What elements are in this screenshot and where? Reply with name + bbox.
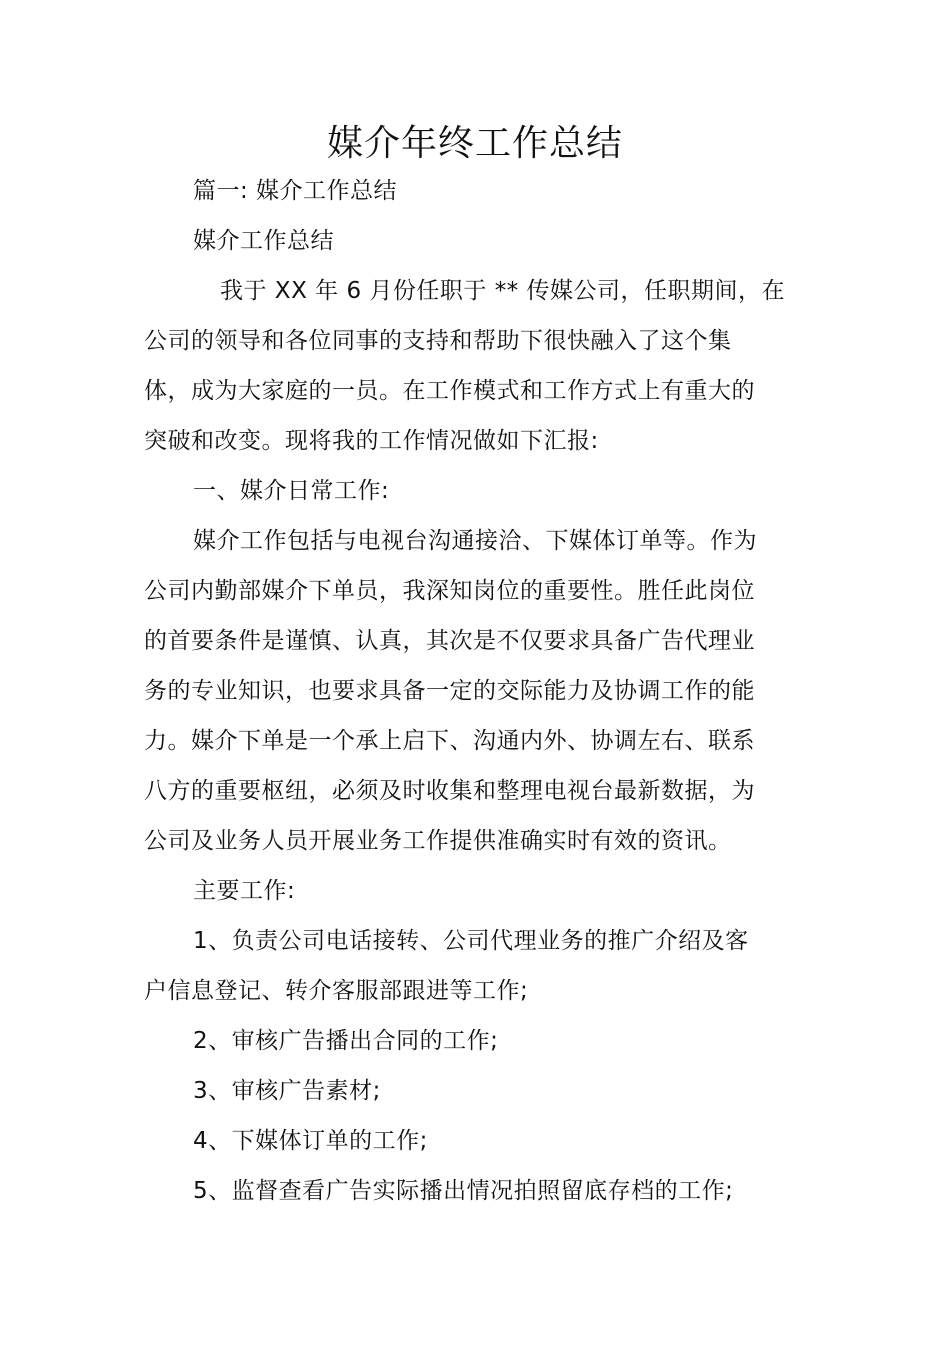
paragraph-line: 公司及业务人员开展业务工作提供准确实时有效的资讯。 (144, 828, 732, 854)
paragraph-line: 突破和改变。现将我的工作情况做如下汇报: (144, 428, 599, 454)
list-item: 2、审核广告播出合同的工作; (193, 1028, 499, 1054)
paragraph-line: 务的专业知识，也要求具备一定的交际能力及协调工作的能 (144, 678, 755, 704)
paragraph-line: 八方的重要枢纽，必须及时收集和整理电视台最新数据，为 (144, 778, 755, 804)
section-heading: 一、媒介日常工作: (193, 478, 390, 504)
paragraph-line: 力。媒介下单是一个承上启下、沟通内外、协调左右、联系 (144, 728, 755, 754)
paragraph-line: 我于 XX 年 6 月份任职于 ** 传媒公司，任职期间，在 (220, 278, 786, 304)
paragraph-line: 公司的领导和各位同事的支持和帮助下很快融入了这个集 (144, 328, 732, 354)
paragraph-line: 体，成为大家庭的一员。在工作模式和工作方式上有重大的 (144, 378, 755, 404)
list-item-continuation: 户信息登记、转介客服部跟进等工作; (144, 978, 529, 1004)
list-item: 4、下媒体订单的工作; (193, 1128, 428, 1154)
list-item: 1、负责公司电话接转、公司代理业务的推广介绍及客 (193, 928, 749, 954)
subheading: 媒介工作总结 (193, 228, 334, 254)
document-title: 媒介年终工作总结 (326, 123, 623, 164)
section-heading: 篇一: 媒介工作总结 (193, 178, 398, 204)
list-item: 3、审核广告素材; (193, 1078, 381, 1104)
list-item: 5、监督查看广告实际播出情况拍照留底存档的工作; (193, 1178, 734, 1204)
section-heading: 主要工作: (193, 878, 296, 904)
paragraph-line: 的首要条件是谨慎、认真，其次是不仅要求具备广告代理业 (144, 628, 755, 654)
paragraph-line: 公司内勤部媒介下单员，我深知岗位的重要性。胜任此岗位 (144, 578, 755, 604)
paragraph-line: 媒介工作包括与电视台沟通接洽、下媒体订单等。作为 (193, 528, 757, 554)
